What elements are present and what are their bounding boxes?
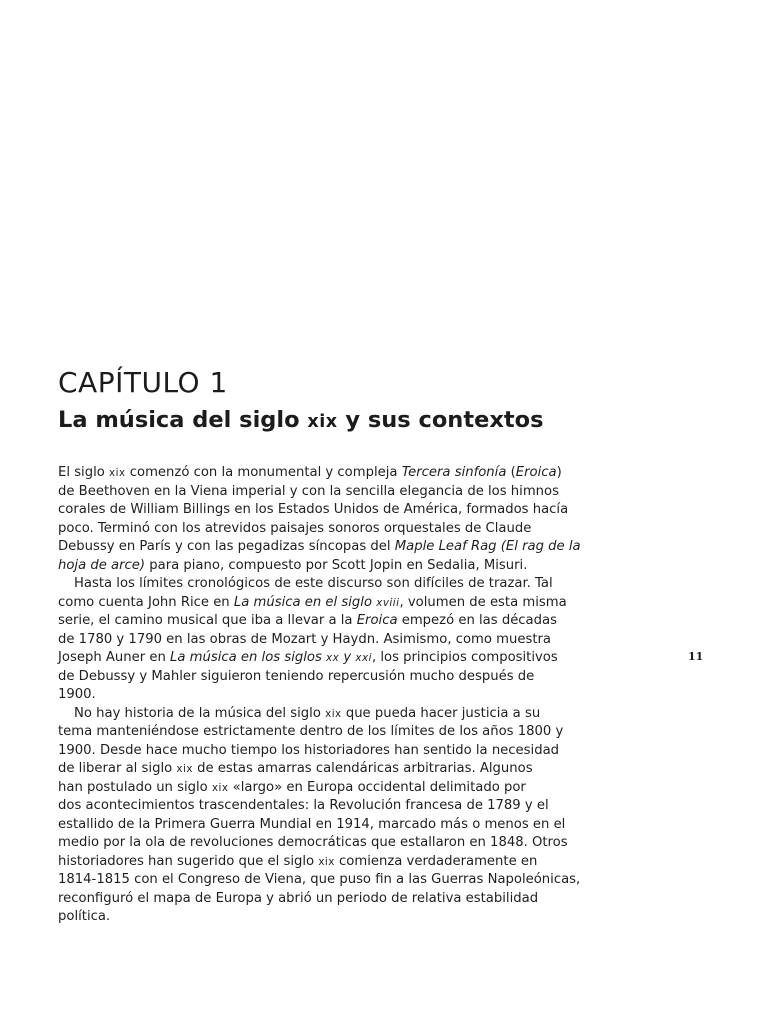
text-line: [58, 705, 638, 724]
body-text: [58, 464, 638, 927]
text-run: xix: [109, 467, 126, 479]
page-number: 11: [688, 650, 704, 663]
text-run: serie, el camino musical que iba a llevar a la: [58, 613, 357, 628]
text-line: [58, 760, 638, 779]
text-line: [58, 520, 638, 539]
text-run: , volumen de esta misma: [399, 594, 567, 610]
text-run: estallido de la Primera Guerra Mundial en 1914, marcado más o menos en el: [58, 816, 566, 832]
text-line: [58, 557, 638, 576]
text-run: xxi: [355, 652, 372, 664]
text-run: Hasta los límites cronológicos de este discurso son difíciles de trazar. Tal: [74, 576, 553, 591]
text-run: y: [339, 650, 356, 665]
text-run: xix: [176, 763, 193, 775]
text-line: [58, 686, 638, 705]
text-line: [58, 742, 638, 761]
text-line: [58, 649, 638, 668]
text-run: tema manteniéndose estrictamente dentro de los límites de los años 1800 y: [58, 724, 564, 739]
text-run: corales de William Billings en los Estados Unidos de América, formados hacía: [58, 502, 569, 517]
text-run: poco. Terminó con los atrevidos paisajes sonoros orquestales de Claude: [58, 520, 532, 536]
text-line: [58, 723, 638, 742]
text-run: de liberar al siglo: [58, 761, 177, 776]
text-run: xviii: [376, 596, 400, 609]
text-run: No hay historia de la música del siglo: [74, 705, 326, 721]
chapter-title-part: y sus contextos: [337, 407, 544, 433]
text-run: Joseph Auner en: [58, 650, 170, 665]
text-line: [58, 575, 638, 594]
text-line: [58, 594, 638, 613]
text-run: xx: [326, 652, 340, 664]
text-line: [58, 612, 638, 631]
text-line: [58, 890, 638, 909]
text-run: para piano, compuesto por Scott Jopin en Sedalia, Misuri.: [145, 557, 528, 573]
text-run: La música en el siglo: [233, 594, 377, 610]
chapter-title-part: La música del siglo: [58, 407, 308, 433]
text-line: [58, 871, 638, 890]
text-run: de estas amarras calendáricas arbitrarias. Algunos: [192, 761, 533, 776]
text-run: xix: [318, 855, 335, 868]
text-run: que pueda hacer justicia a su: [341, 705, 541, 721]
text-line: [58, 464, 638, 483]
text-run: 1900. Desde hace mucho tiempo los historiadores han sentido la necesidad: [58, 742, 560, 758]
text-run: reconfiguró el mapa de Europa y abrió un periodo de relativa estabilidad: [58, 890, 539, 906]
text-line: [58, 779, 638, 798]
text-line: [58, 631, 638, 650]
text-run: como cuenta John Rice en: [58, 594, 234, 610]
text-run: Maple Leaf Rag (El rag de la: [394, 539, 581, 554]
text-run: xix: [325, 707, 342, 720]
text-run: de 1780 y 1790 en las obras de Mozart y Haydn. Asimismo, como muestra: [58, 631, 551, 647]
text-run: de Debussy y Mahler siguieron teniendo repercusión mucho después de: [58, 668, 535, 684]
text-run: xix: [211, 781, 229, 794]
text-run: dos acontecimientos trascendentales: la Revolución francesa de 1789 y el: [58, 798, 549, 813]
text-run: historiadores han sugerido que el siglo: [58, 853, 319, 869]
text-line: [58, 853, 638, 872]
text-run: La música en los siglos: [170, 650, 327, 665]
text-run: 1814-1815 con el Congreso de Viena, que puso fin a las Guerras Napoleónicas,: [58, 872, 581, 887]
text-run: de Beethoven en la Viena imperial y con la sencilla elegancia de los himnos: [58, 483, 559, 499]
paragraph: [58, 464, 638, 575]
chapter-label: CAPÍTULO 1: [58, 366, 228, 399]
text-run: Eroica: [515, 465, 557, 480]
text-run: ): [556, 465, 562, 480]
text-run: «largo» en Europa occidental delimitado por: [228, 779, 526, 795]
text-run: comenzó con la monumental y compleja: [125, 465, 402, 480]
text-line: [58, 797, 638, 816]
text-run: han postulado un siglo: [58, 779, 212, 795]
text-run: 1900.: [58, 687, 96, 702]
text-run: , los principios compositivos: [371, 650, 558, 665]
text-line: [58, 538, 638, 557]
text-line: [58, 501, 638, 520]
chapter-title: [58, 407, 543, 433]
text-run: (: [506, 465, 516, 480]
text-line: [58, 668, 638, 687]
text-run: Debussy en París y con las pegadizas síncopas del: [58, 539, 395, 554]
text-line: [58, 908, 638, 927]
chapter-title-smallcaps: xix: [307, 412, 338, 432]
paragraph: [58, 705, 638, 927]
text-run: hoja de arce): [58, 557, 146, 573]
text-run: Tercera sinfonía: [401, 465, 507, 480]
text-run: medio por la ola de revoluciones democráticas que estallaron en 1848. Otros: [58, 835, 568, 850]
text-line: [58, 483, 638, 502]
paragraph: [58, 575, 638, 705]
text-run: comienza verdaderamente en: [334, 853, 538, 869]
text-run: Eroica: [356, 613, 398, 628]
text-line: [58, 834, 638, 853]
text-line: [58, 816, 638, 835]
text-run: empezó en las décadas: [397, 613, 557, 628]
text-run: política.: [58, 909, 111, 924]
text-run: El siglo: [58, 465, 110, 480]
